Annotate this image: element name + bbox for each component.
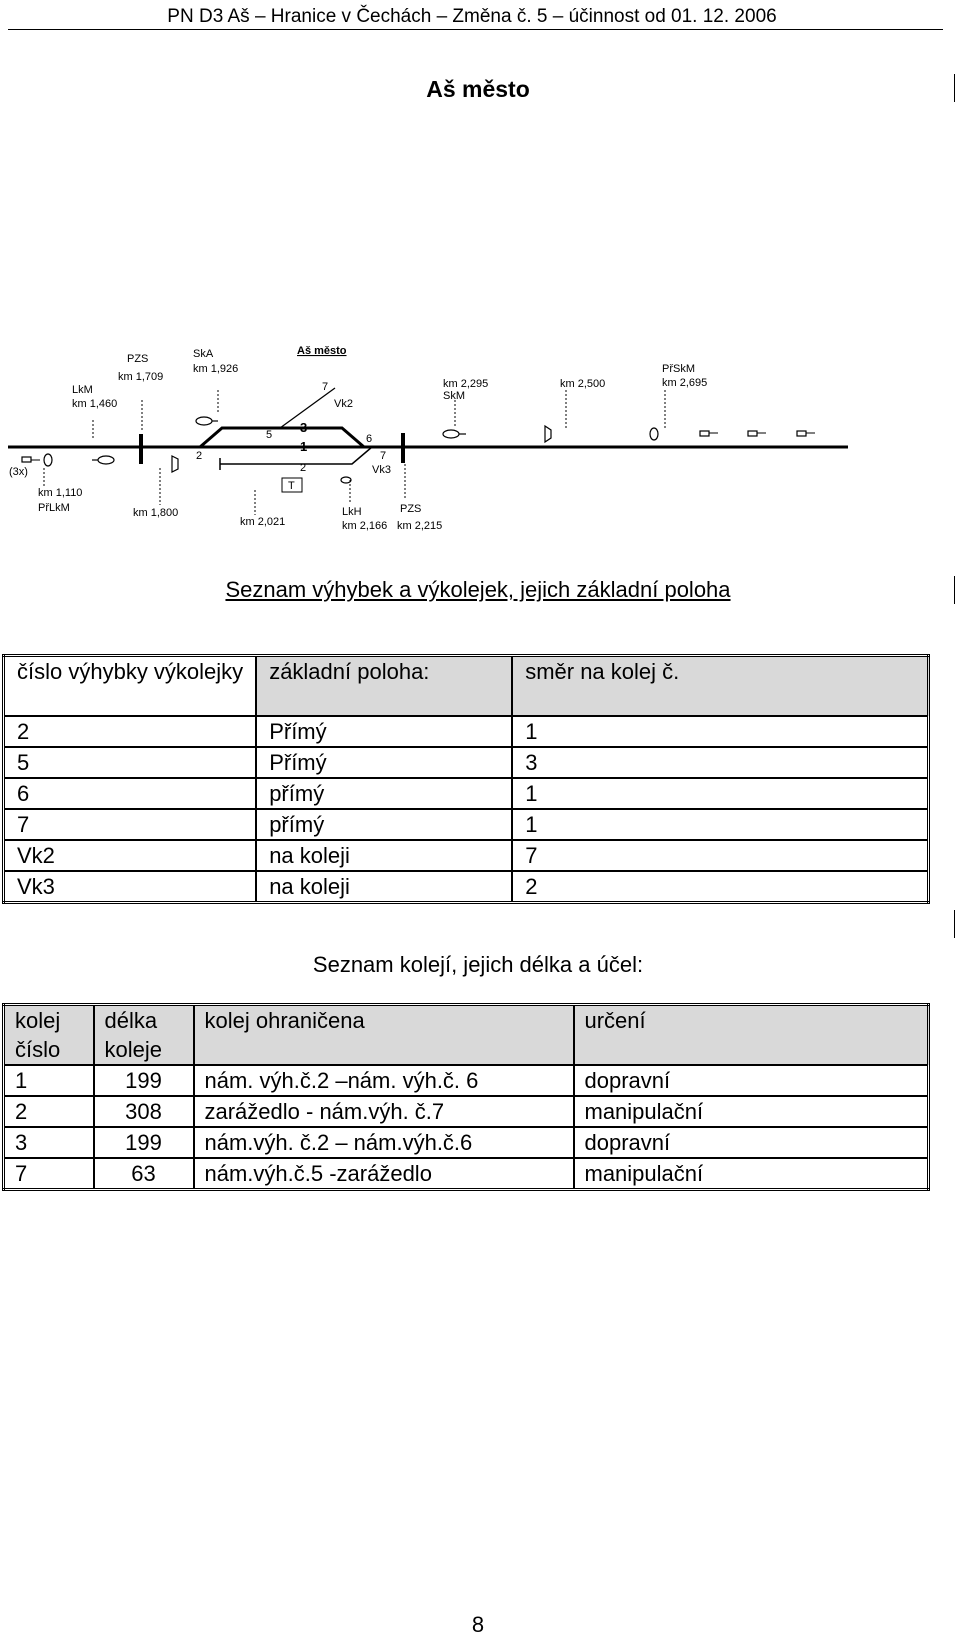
svg-text:km 1,926: km 1,926	[193, 363, 239, 375]
diagram-station-label: Aš město	[297, 345, 347, 357]
table-row: 2 308 zarážedlo - nám.výh. č.7 manipulační	[4, 1096, 929, 1127]
svg-text:SkM: SkM	[443, 390, 465, 402]
svg-text:PZS: PZS	[127, 353, 149, 365]
svg-text:km 1,460: km 1,460	[72, 398, 118, 410]
svg-text:LkM: LkM	[72, 384, 93, 396]
running-header: PN D3 Aš – Hranice v Čechách – Změna č. 5 – účinnost od 01. 12. 2006	[167, 6, 777, 27]
entry-signal-left	[139, 434, 143, 464]
table-row: Vk3 na koleji 2	[4, 871, 929, 903]
track-3	[200, 428, 364, 447]
svg-text:5: 5	[266, 429, 273, 441]
table-row: Vk2 na koleji 7	[4, 840, 929, 871]
svg-text:7: 7	[322, 381, 329, 393]
column-header: kolej číslo	[4, 1005, 94, 1066]
table-row: 7 63 nám.výh.č.5 -zarážedlo manipulační	[4, 1158, 929, 1190]
track-2	[220, 447, 372, 464]
track-diagram	[0, 340, 900, 565]
svg-text:T: T	[288, 480, 295, 492]
svg-text:PřLkM: PřLkM	[38, 502, 70, 514]
table-row: 3 199 nám.výh. č.2 – nám.výh.č.6 dopravní	[4, 1127, 929, 1158]
switches-table	[2, 654, 930, 904]
tracks-table	[2, 1003, 930, 1191]
svg-text:2: 2	[196, 450, 203, 462]
tracks-title: Seznam kolejí, jejich délka a účel:	[312, 952, 644, 977]
column-header: určení	[574, 1005, 929, 1066]
svg-text:7: 7	[380, 450, 387, 462]
svg-text:km 2,215: km 2,215	[397, 520, 443, 532]
svg-text:km 1,110: km 1,110	[38, 487, 83, 499]
svg-text:3: 3	[300, 420, 308, 435]
svg-text:LkH: LkH	[342, 506, 362, 518]
svg-text:km 2,166: km 2,166	[342, 520, 388, 532]
table-row: 6 přímý 1	[4, 778, 929, 809]
svg-text:km 2,695: km 2,695	[662, 377, 708, 389]
table-row: 1 199 nám. výh.č.2 –nám. výh.č. 6 dopravní	[4, 1065, 929, 1096]
svg-text:(3x): (3x)	[9, 466, 28, 478]
table-row: 5 Přímý 3	[4, 747, 929, 778]
svg-text:km 1,709: km 1,709	[118, 371, 164, 383]
svg-text:1: 1	[300, 439, 308, 454]
svg-text:km 1,800: km 1,800	[133, 507, 179, 519]
column-header: délka koleje	[94, 1005, 194, 1066]
page-number: 8	[471, 1612, 485, 1637]
svg-text:PZS: PZS	[400, 503, 422, 515]
svg-text:2: 2	[300, 462, 307, 474]
table-header-row	[4, 656, 929, 717]
svg-text:SkA: SkA	[193, 348, 214, 360]
table-row: 2 Přímý 1	[4, 716, 929, 747]
change-bar	[954, 910, 955, 938]
station-title: Aš město	[426, 76, 530, 102]
svg-text:Vk3: Vk3	[372, 464, 391, 476]
column-header: směr na kolej č.	[512, 656, 928, 717]
svg-text:km 2,500: km 2,500	[560, 378, 606, 390]
svg-text:km 2,295: km 2,295	[443, 378, 489, 390]
svg-text:km 2,021: km 2,021	[240, 516, 286, 528]
column-header: základní poloha:	[256, 656, 512, 717]
svg-text:6: 6	[366, 433, 373, 445]
switches-title: Seznam výhybek a výkolejek, jejich základní poloha	[225, 577, 731, 602]
column-header: číslo výhybky výkolejky	[4, 656, 257, 717]
svg-text:Vk2: Vk2	[334, 398, 353, 410]
table-header-row	[4, 1005, 929, 1066]
column-header: kolej ohraničena	[194, 1005, 574, 1066]
shunting-signal	[98, 456, 114, 464]
header-rule	[8, 29, 943, 30]
table-row: 7 přímý 1	[4, 809, 929, 840]
svg-text:PřSkM: PřSkM	[662, 363, 695, 375]
entry-signal-right	[401, 433, 405, 463]
track-7	[280, 388, 335, 428]
